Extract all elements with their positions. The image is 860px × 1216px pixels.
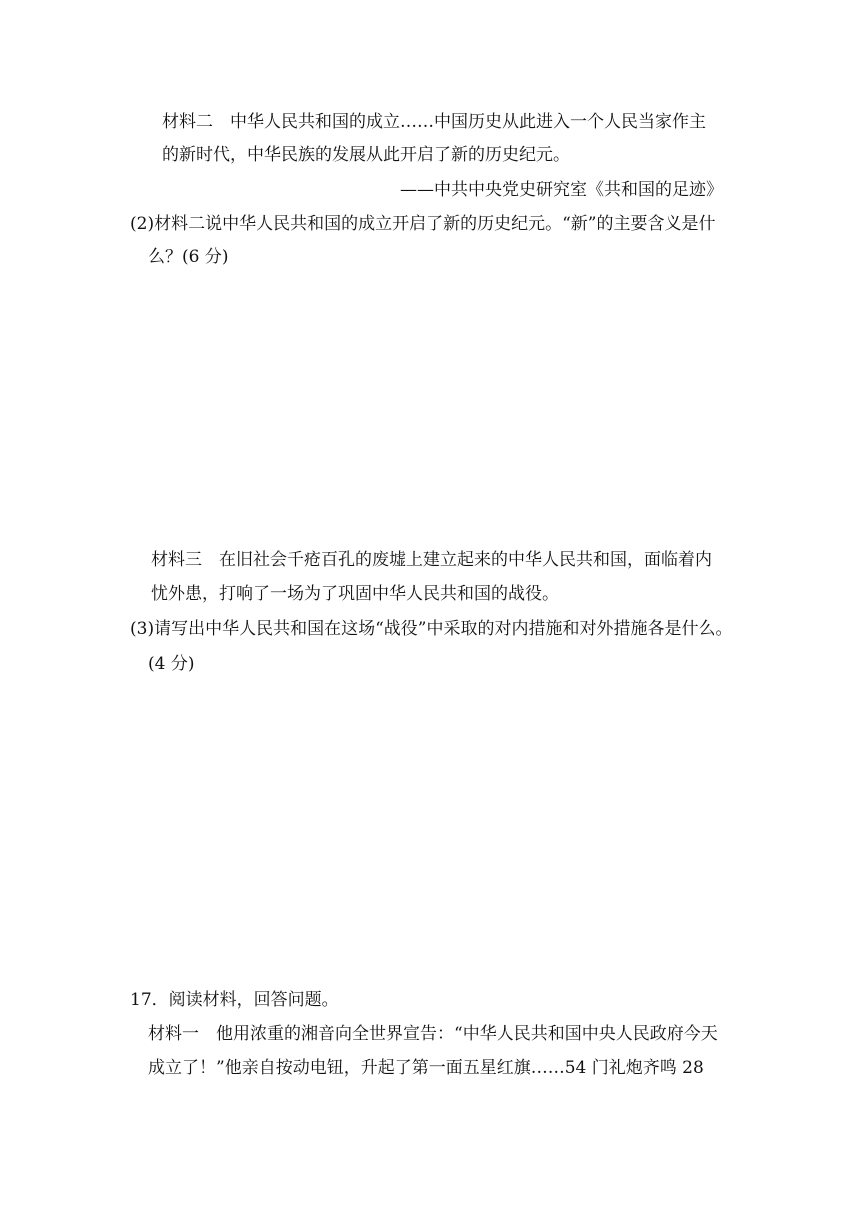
question-2-line-2: 么？(6 分) bbox=[148, 247, 229, 267]
material-2-line-1: 材料二 中华人民共和国的成立……中国历史从此进入一个人民当家作主 bbox=[162, 112, 706, 132]
material-2-source: ——中共中央党史研究室《共和国的足迹》 bbox=[400, 180, 723, 200]
material-2-line-2: 的新时代，中华民族的发展从此开启了新的历史纪元。 bbox=[162, 145, 570, 165]
question-17-material-1-line-1: 材料一 他用浓重的湘音向全世界宣告：“中华人民共和国中央人民政府今天 bbox=[148, 1024, 718, 1044]
question-2-line-1: (2)材料二说中华人民共和国的成立开启了新的历史纪元。“新”的主要含义是什 bbox=[130, 214, 716, 234]
question-3-line-2: (4 分) bbox=[148, 654, 195, 674]
material-3-line-2: 忧外患，打响了一场为了巩固中华人民共和国的战役。 bbox=[151, 584, 559, 604]
question-3-line-1: (3)请写出中华人民共和国在这场“战役”中采取的对内措施和对外措施各是什么。 bbox=[130, 619, 733, 639]
question-17-material-1-line-2: 成立了！”他亲自按动电钮，升起了第一面五星红旗……54 门礼炮齐鸣 28 bbox=[148, 1058, 704, 1078]
question-17-heading: 17．阅读材料，回答问题。 bbox=[130, 990, 339, 1010]
material-3-line-1: 材料三 在旧社会千疮百孔的废墟上建立起来的中华人民共和国，面临着内 bbox=[151, 550, 712, 570]
